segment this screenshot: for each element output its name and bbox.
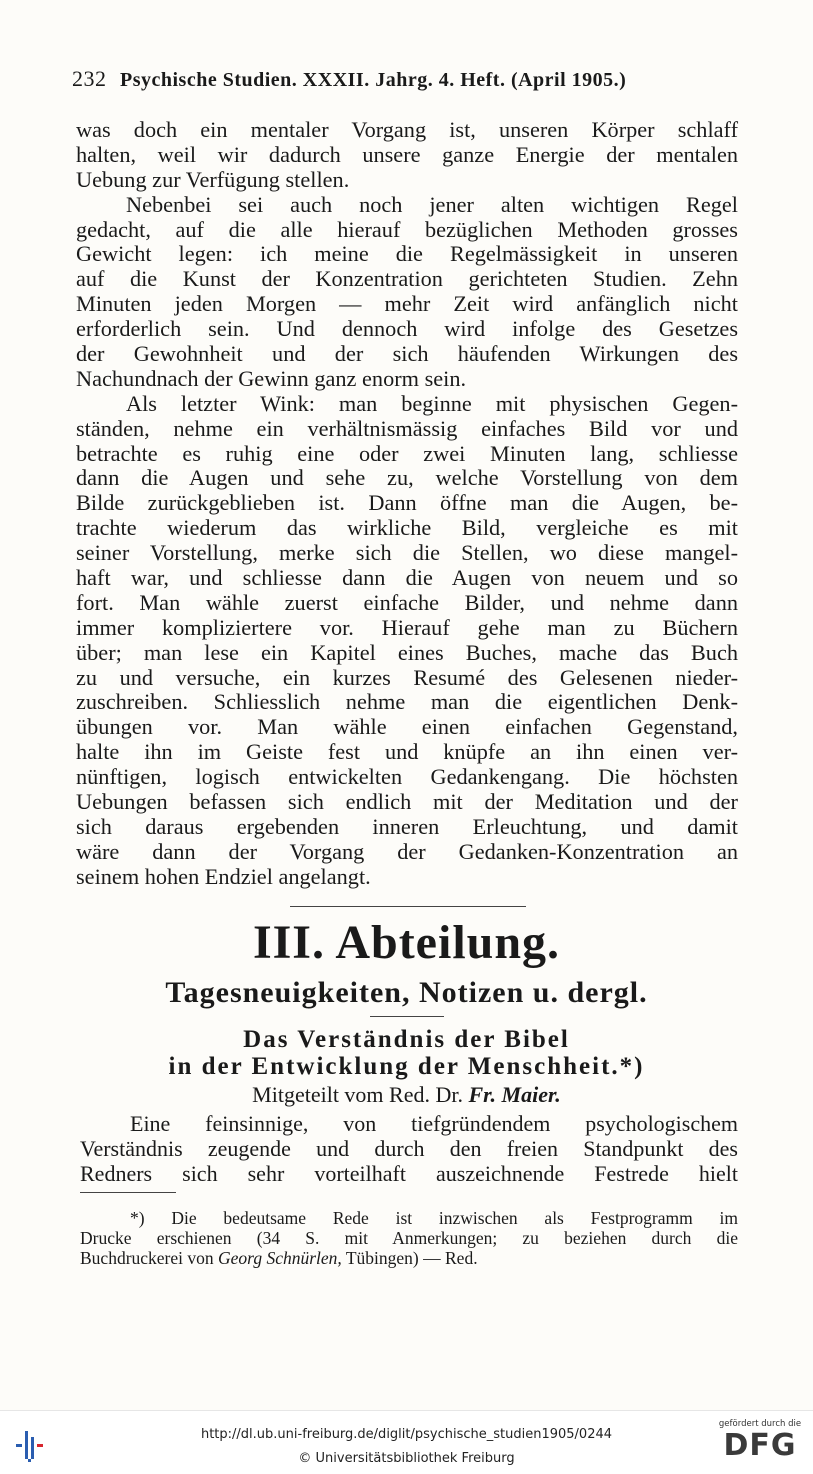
text-line: über; man lese ein Kapitel eines Buches, mache das Buch bbox=[76, 639, 738, 665]
body-text bbox=[76, 118, 738, 890]
text-line: sich daraus ergebenden inneren Erleuchtung, und damit bbox=[76, 813, 738, 839]
text-line: Uebungen befassen sich endlich mit der Meditation und der bbox=[76, 789, 738, 815]
text-line: der Gewohnheit und der sich häufenden Wirkungen des bbox=[76, 341, 738, 367]
text-line: zu und versuche, ein kurzes Resumé des Gelesenen nieder- bbox=[76, 664, 738, 690]
text-line: Bilde zurückgeblieben ist. Dann öffne man die Augen, be- bbox=[76, 490, 738, 516]
text-line: ständen, nehme ein verhältnismässig einfaches Bild vor und bbox=[76, 415, 738, 441]
text-line: seiner Vorstellung, merke sich die Stellen, wo diese mangel- bbox=[76, 540, 738, 566]
subsection-divider bbox=[370, 1016, 444, 1017]
page-number: 232 bbox=[72, 66, 107, 91]
text-line: Nachundnach der Gewinn ganz enorm sein. bbox=[76, 365, 467, 391]
article-title-line1: Das Verständnis der Bibel bbox=[243, 1026, 570, 1053]
byline-author: Fr. Maier. bbox=[468, 1082, 561, 1107]
text-line: Nebenbei sei auch noch jener alten wichtigen Regel bbox=[126, 191, 738, 217]
text-line: fort. Man wähle zuerst einfache Bilder, und nehme dann bbox=[76, 589, 738, 615]
footnote-publisher: Georg Schnürlen, bbox=[218, 1248, 342, 1268]
section-title: III. Abteilung. bbox=[252, 916, 561, 969]
section-subtitle: Tagesneuigkeiten, Notizen u. dergl. bbox=[165, 976, 648, 1009]
text-line: Verständnis zeugende und durch den freien Standpunkt des bbox=[80, 1136, 738, 1161]
text-line: auf die Kunst der Konzentration gerichteten Studien. Zehn bbox=[76, 266, 738, 292]
article-byline bbox=[0, 1082, 813, 1108]
dfg-wordmark: DFG bbox=[723, 1428, 797, 1463]
text-line: betrachte es ruhig eine oder zwei Minuten lang, schliesse bbox=[76, 440, 738, 466]
footnote-text: Tübingen) — Red. bbox=[345, 1248, 478, 1268]
copyright-text: © Universitätsbibliothek Freiburg bbox=[298, 1451, 515, 1466]
section-divider bbox=[290, 906, 526, 907]
viewer-footer bbox=[0, 1410, 813, 1474]
text-line: nünftigen, logisch entwickelten Gedankengang. Die höchsten bbox=[76, 764, 738, 790]
text-line: halte ihn im Geiste fest und knüpfe an ihn einen ver- bbox=[76, 739, 738, 765]
text-line: haft war, und schliesse dann die Augen von neuem und so bbox=[76, 565, 738, 591]
text-line: was doch ein mentaler Vorgang ist, unseren Körper schlaff bbox=[76, 117, 738, 142]
text-line: zuschreiben. Schliesslich nehme man die eigentlichen Denk- bbox=[76, 689, 738, 715]
text-line: seinem hohen Endziel angelangt. bbox=[76, 863, 371, 889]
footnote-rule bbox=[80, 1192, 176, 1193]
article-text bbox=[80, 1111, 738, 1186]
footnote-line: *) Die bedeutsame Rede ist inzwischen als Festprogramm im bbox=[130, 1208, 738, 1228]
text-line: halten, weil wir dadurch unsere ganze Energie der mentalen bbox=[76, 141, 738, 167]
page-url-link[interactable]: http://dl.ub.uni-freiburg.de/diglit/psychische_studien1905/0244 bbox=[200, 1427, 613, 1442]
dfg-caption: gefördert durch die bbox=[718, 1419, 802, 1429]
text-line: Gewicht legen: ich meine die Regelmässigkeit in unseren bbox=[76, 241, 738, 267]
footnote-line bbox=[80, 1248, 738, 1268]
text-line: Minuten jeden Morgen — mehr Zeit wird anfänglich nicht bbox=[76, 291, 738, 317]
text-line: Uebung zur Verfügung stellen. bbox=[76, 166, 350, 192]
text-line: dann die Augen und sehe zu, welche Vorstellung von dem bbox=[76, 465, 738, 491]
dfg-logo bbox=[717, 1419, 803, 1469]
text-line: Eine feinsinnige, von tiefgründendem psychologischem bbox=[130, 1111, 738, 1136]
text-line: immer kompliziertere vor. Hierauf gehe man zu Büchern bbox=[76, 614, 738, 640]
header-title: Psychische Studien. XXXII. Jahrg. 4. Heft. (April 1905.) bbox=[120, 69, 627, 91]
footnote-text: Buchdruckerei von bbox=[80, 1248, 214, 1268]
article-title-line2: in der Entwicklung der Menschheit.*) bbox=[168, 1053, 645, 1080]
text-line: übungen vor. Man wähle einen einfachen Gegenstand, bbox=[76, 714, 738, 740]
text-line: Redners sich sehr vorteilhaft auszeichnende Festrede hielt bbox=[80, 1161, 738, 1186]
text-line: wäre dann der Vorgang der Gedanken-Konzentration an bbox=[76, 838, 738, 864]
text-line: erforderlich sein. Und dennoch wird infolge des Gesetzes bbox=[76, 316, 738, 342]
footnote-line: Drucke erschienen (34 S. mit Anmerkungen; zu beziehen durch die bbox=[80, 1228, 738, 1248]
text-line: trachte wiederum das wirkliche Bild, vergleiche es mit bbox=[76, 515, 738, 541]
footnote bbox=[80, 1208, 738, 1268]
byline-prefix: Mitgeteilt vom Red. Dr. bbox=[252, 1082, 463, 1107]
running-header bbox=[72, 66, 742, 92]
text-line: Als letzter Wink: man beginne mit physischen Gegen- bbox=[126, 390, 738, 416]
text-line: gedacht, auf die alle hierauf bezüglichen Methoden grosses bbox=[76, 216, 738, 242]
